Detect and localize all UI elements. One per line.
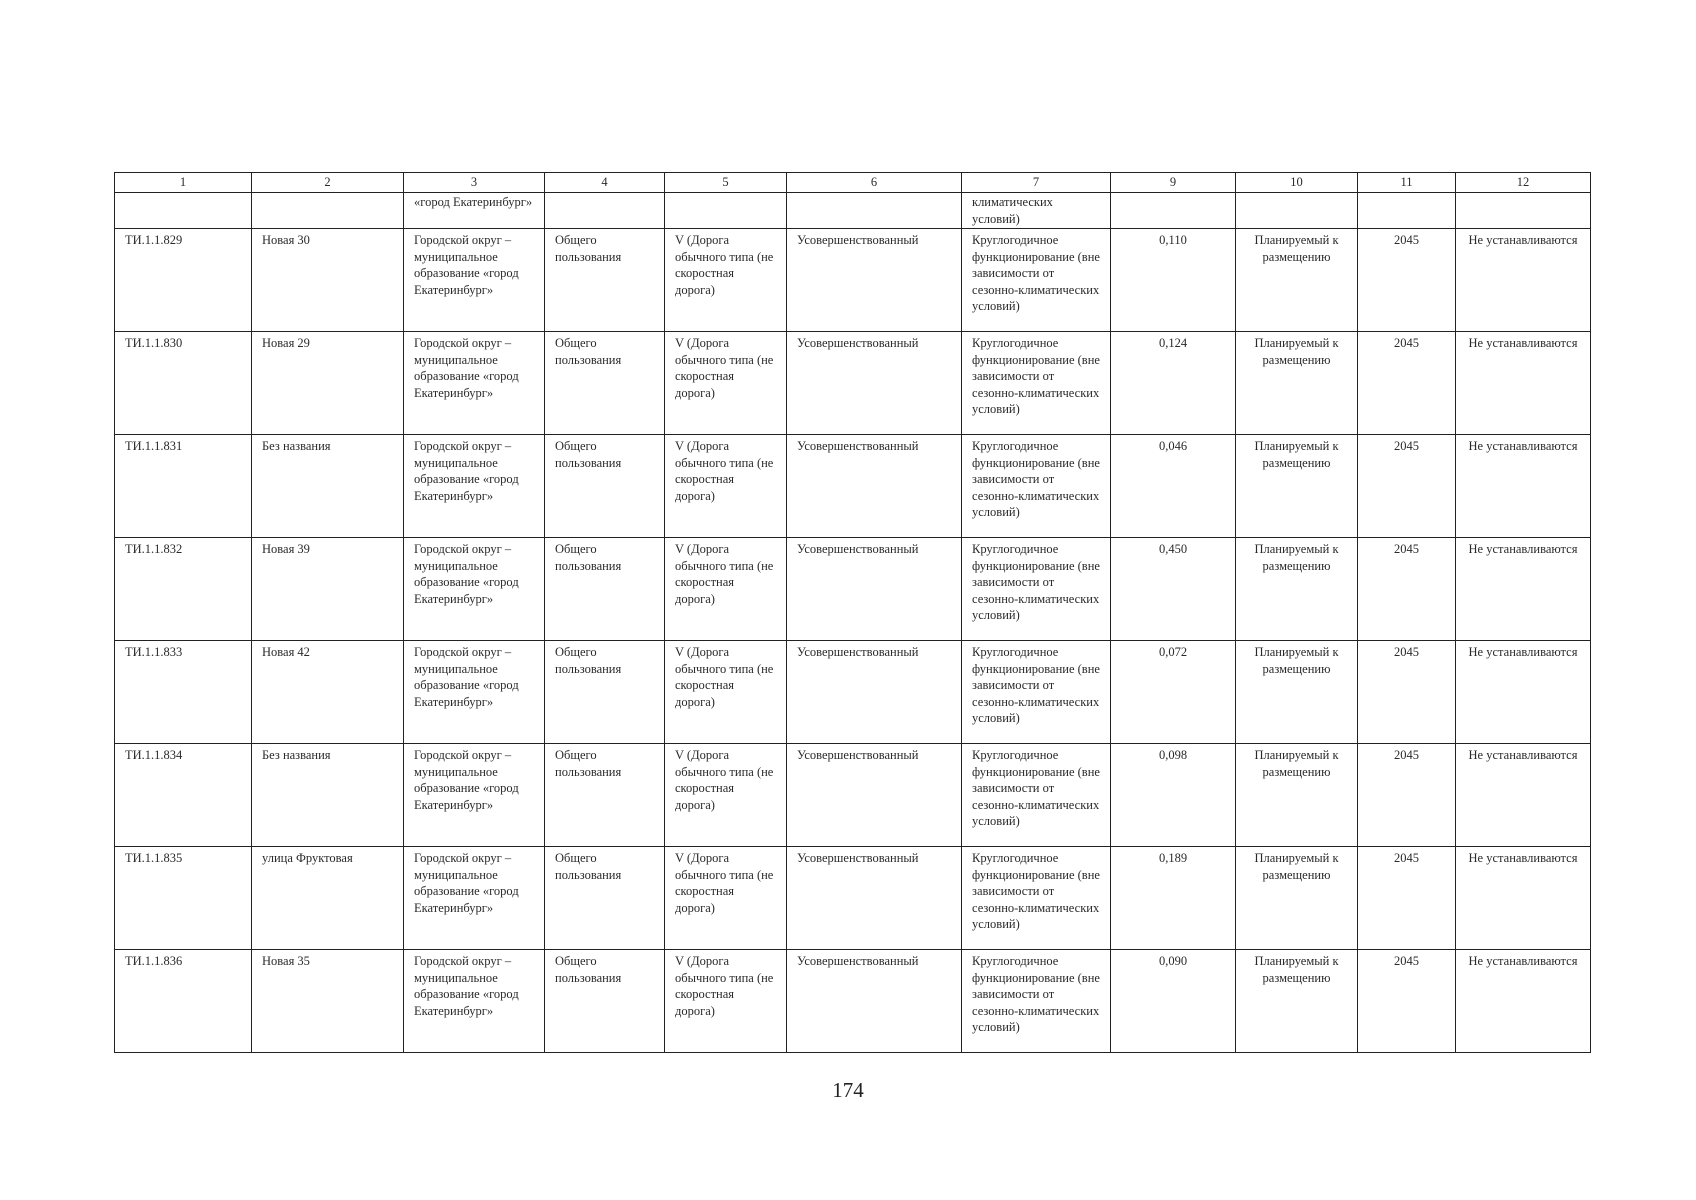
cell-zones: Не устанавливаются (1456, 435, 1591, 538)
header-col-5: 5 (665, 173, 787, 193)
cell-surface: Усовершенствованный (787, 950, 962, 1053)
cell-name: улица Фруктовая (252, 847, 404, 950)
cell-name: Без названия (252, 435, 404, 538)
cell-year: 2045 (1358, 229, 1456, 332)
cell-category: V (Дорога обычного типа (не скоростная дорога) (665, 229, 787, 332)
cell-zones: Не устанавливаются (1456, 229, 1591, 332)
cell-owner: Городской округ – муниципальное образование «город Екатеринбург» (404, 744, 545, 847)
cell-category: V (Дорога обычного типа (не скоростная дорога) (665, 847, 787, 950)
cell-category (665, 193, 787, 229)
cell-use: Общего пользования (545, 641, 665, 744)
header-col-9: 9 (1111, 173, 1236, 193)
cell-length: 0,072 (1111, 641, 1236, 744)
header-col-11: 11 (1358, 173, 1456, 193)
cell-zones: Не устанавливаются (1456, 538, 1591, 641)
cell-surface: Усовершенствованный (787, 641, 962, 744)
cell-surface: Усовершенствованный (787, 435, 962, 538)
cell-use: Общего пользования (545, 950, 665, 1053)
cell-category: V (Дорога обычного типа (не скоростная дорога) (665, 641, 787, 744)
cell-mode: Круглогодичное функционирование (вне зависимости от сезонно-климатических условий) (962, 435, 1111, 538)
page-number: 174 (832, 1078, 864, 1102)
table-row (115, 950, 1591, 1053)
cell-name: Новая 30 (252, 229, 404, 332)
header-col-7: 7 (962, 173, 1111, 193)
cell-year: 2045 (1358, 950, 1456, 1053)
cell-category: V (Дорога обычного типа (не скоростная дорога) (665, 538, 787, 641)
cell-name: Новая 29 (252, 332, 404, 435)
cell-mode: климатических условий) (962, 193, 1111, 229)
cell-name: Новая 35 (252, 950, 404, 1053)
cell-use: Общего пользования (545, 332, 665, 435)
cell-status: Планируемый к размещению (1236, 435, 1358, 538)
cell-use: Общего пользования (545, 538, 665, 641)
cell-use: Общего пользования (545, 435, 665, 538)
cell-mode: Круглогодичное функционирование (вне зависимости от сезонно-климатических условий) (962, 744, 1111, 847)
table-row (115, 435, 1591, 538)
cell-owner: Городской округ – муниципальное образование «город Екатеринбург» (404, 847, 545, 950)
cell-year: 2045 (1358, 538, 1456, 641)
cell-zones: Не устанавливаются (1456, 847, 1591, 950)
cell-use: Общего пользования (545, 744, 665, 847)
cell-year: 2045 (1358, 641, 1456, 744)
cell-surface: Усовершенствованный (787, 332, 962, 435)
table-row (115, 229, 1591, 332)
cell-owner: Городской округ – муниципальное образование «город Екатеринбург» (404, 538, 545, 641)
cell-id: ТИ.1.1.831 (115, 435, 252, 538)
header-col-4: 4 (545, 173, 665, 193)
cell-owner: Городской округ – муниципальное образование «город Екатеринбург» (404, 950, 545, 1053)
cell-year (1358, 193, 1456, 229)
cell-zones: Не устанавливаются (1456, 641, 1591, 744)
cell-status: Планируемый к размещению (1236, 332, 1358, 435)
infrastructure-table (114, 172, 1591, 1053)
cell-id: ТИ.1.1.829 (115, 229, 252, 332)
cell-owner: «город Екатеринбург» (404, 193, 545, 229)
cell-name: Без названия (252, 744, 404, 847)
cell-id: ТИ.1.1.830 (115, 332, 252, 435)
cell-year: 2045 (1358, 847, 1456, 950)
table-row (115, 847, 1591, 950)
cell-mode: Круглогодичное функционирование (вне зависимости от сезонно-климатических условий) (962, 950, 1111, 1053)
cell-surface: Усовершенствованный (787, 847, 962, 950)
cell-mode: Круглогодичное функционирование (вне зависимости от сезонно-климатических условий) (962, 538, 1111, 641)
header-col-1: 1 (115, 173, 252, 193)
cell-id (115, 193, 252, 229)
header-col-2: 2 (252, 173, 404, 193)
cell-category: V (Дорога обычного типа (не скоростная дорога) (665, 435, 787, 538)
cell-category: V (Дорога обычного типа (не скоростная дорога) (665, 332, 787, 435)
cell-owner: Городской округ – муниципальное образование «город Екатеринбург» (404, 229, 545, 332)
cell-length: 0,090 (1111, 950, 1236, 1053)
cell-use (545, 193, 665, 229)
table-row (115, 641, 1591, 744)
cell-mode: Круглогодичное функционирование (вне зависимости от сезонно-климатических условий) (962, 229, 1111, 332)
table-row (115, 744, 1591, 847)
cell-mode: Круглогодичное функционирование (вне зависимости от сезонно-климатических условий) (962, 332, 1111, 435)
cell-category: V (Дорога обычного типа (не скоростная дорога) (665, 950, 787, 1053)
table-header-row (115, 173, 1591, 193)
cell-id: ТИ.1.1.834 (115, 744, 252, 847)
cell-name: Новая 39 (252, 538, 404, 641)
cell-length: 0,110 (1111, 229, 1236, 332)
table-row (115, 332, 1591, 435)
header-col-3: 3 (404, 173, 545, 193)
cell-status: Планируемый к размещению (1236, 641, 1358, 744)
cell-use: Общего пользования (545, 229, 665, 332)
cell-id: ТИ.1.1.832 (115, 538, 252, 641)
table-row (115, 538, 1591, 641)
header-col-6: 6 (787, 173, 962, 193)
cell-year: 2045 (1358, 332, 1456, 435)
cell-surface: Усовершенствованный (787, 229, 962, 332)
cell-zones: Не устанавливаются (1456, 744, 1591, 847)
continuation-row (115, 193, 1591, 229)
cell-status (1236, 193, 1358, 229)
cell-zones (1456, 193, 1591, 229)
header-col-10: 10 (1236, 173, 1358, 193)
cell-year: 2045 (1358, 435, 1456, 538)
cell-category: V (Дорога обычного типа (не скоростная дорога) (665, 744, 787, 847)
cell-status: Планируемый к размещению (1236, 538, 1358, 641)
cell-status: Планируемый к размещению (1236, 229, 1358, 332)
cell-status: Планируемый к размещению (1236, 744, 1358, 847)
cell-length: 0,098 (1111, 744, 1236, 847)
cell-id: ТИ.1.1.835 (115, 847, 252, 950)
cell-id: ТИ.1.1.833 (115, 641, 252, 744)
cell-name (252, 193, 404, 229)
cell-mode: Круглогодичное функционирование (вне зависимости от сезонно-климатических условий) (962, 641, 1111, 744)
cell-name: Новая 42 (252, 641, 404, 744)
cell-surface (787, 193, 962, 229)
cell-year: 2045 (1358, 744, 1456, 847)
cell-length: 0,124 (1111, 332, 1236, 435)
cell-surface: Усовершенствованный (787, 538, 962, 641)
cell-length (1111, 193, 1236, 229)
cell-status: Планируемый к размещению (1236, 847, 1358, 950)
cell-length: 0,450 (1111, 538, 1236, 641)
cell-mode: Круглогодичное функционирование (вне зависимости от сезонно-климатических условий) (962, 847, 1111, 950)
cell-zones: Не устанавливаются (1456, 950, 1591, 1053)
cell-owner: Городской округ – муниципальное образование «город Екатеринбург» (404, 435, 545, 538)
cell-owner: Городской округ – муниципальное образование «город Екатеринбург» (404, 332, 545, 435)
cell-length: 0,189 (1111, 847, 1236, 950)
cell-id: ТИ.1.1.836 (115, 950, 252, 1053)
cell-owner: Городской округ – муниципальное образование «город Екатеринбург» (404, 641, 545, 744)
header-col-12: 12 (1456, 173, 1591, 193)
cell-zones: Не устанавливаются (1456, 332, 1591, 435)
cell-status: Планируемый к размещению (1236, 950, 1358, 1053)
cell-surface: Усовершенствованный (787, 744, 962, 847)
cell-use: Общего пользования (545, 847, 665, 950)
cell-length: 0,046 (1111, 435, 1236, 538)
